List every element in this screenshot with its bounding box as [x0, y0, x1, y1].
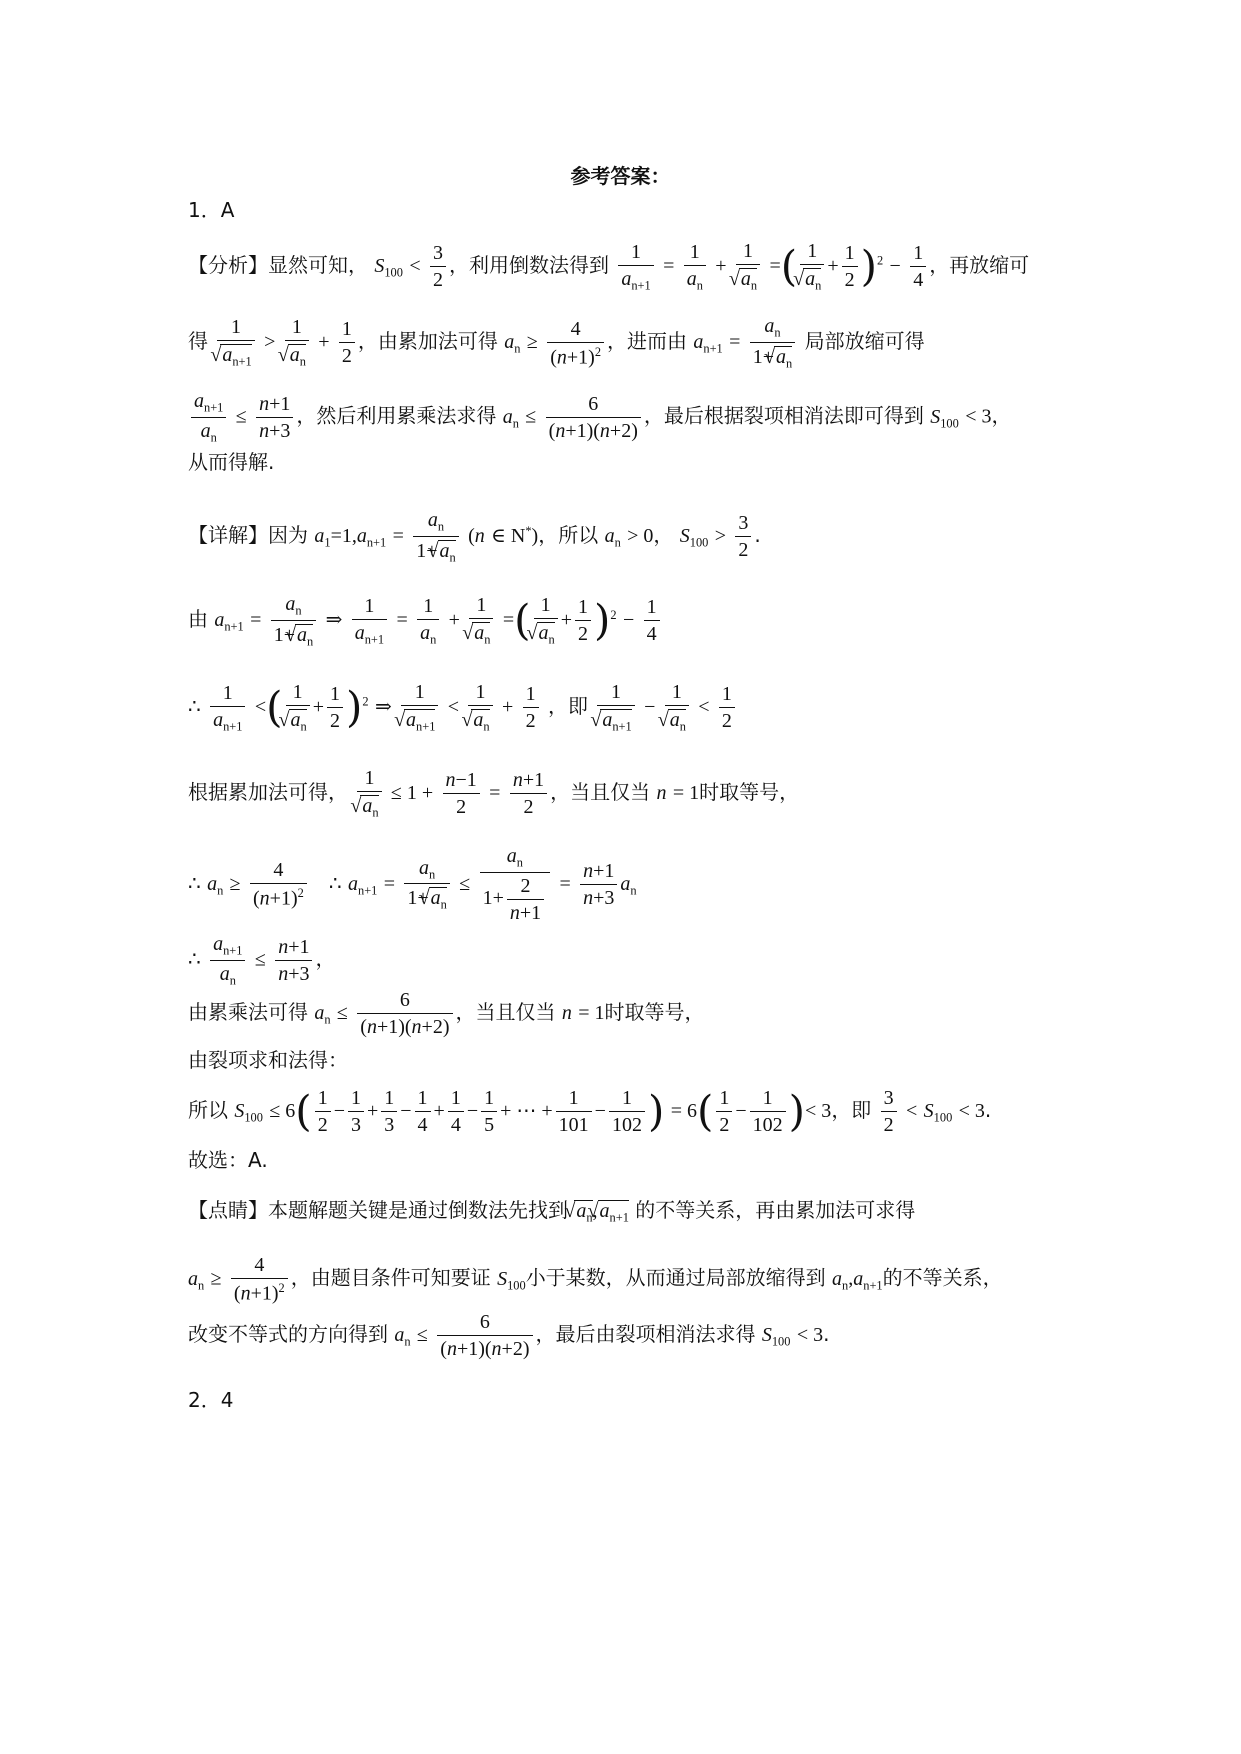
detail-line-7: 由累乘法可得 $a_n$ ≤ $\frac{6}{(n+1)(n+2)}$ ，当且仅当 n = 1时取等号，: [188, 989, 705, 1038]
analysis-line-2: 得 1 √ $a_{n+1}$ > 1 √ $a_n$ + $\frac{1}{2}$ ，由累加法可得 $a_n$ ≥ $\frac{4}{(n+1)^2}$ ，进而由 $a_{n+1}$ = $\frac{a_n}{1+√ a_n}$ 局部放缩可得: [188, 316, 1141, 369]
detail-line-3: ∴ $\frac{1}{a_{n+1}}$ <( 1 √ $a_n$ + $\frac{1}{2}$ )$^2$ ⇒ 1 √ $a_{n+1}$ < 1 √ $a_n$ + $\frac{1}{2}$ ，即 1 √ $a_{n+1}$ − 1 √ $a_n$ < $\frac{1}{2}$: [188, 682, 1141, 733]
detail-label: 【详解】: [188, 523, 268, 548]
page-title: 参考答案：: [570, 164, 671, 188]
remark-line-2: $a_n$ ≥ $\frac{4}{(n+1)^2}$ ，由题目条件可知要证 $S_{100}$小于某数，从而通过局部放缩得到 $a_n,a_{n+1}$的不等关系，: [188, 1254, 1003, 1305]
remark-line-3: 改变不等式的方向得到 $a_n$ ≤ $\frac{6}{(n+1)(n+2)}$ ，最后由裂项相消法求得 $S_{100} < 3$.: [188, 1311, 830, 1360]
detail-line-5: ∴ $a_n$ ≥ $\frac{4}{(n+1)^2}$ ∴ $a_{n+1}$ = $\frac{a_n}{1+√ a_n}$ ≤ $a_n$ 1+ $\frac{2}{n+1}$ = $\frac{n+1}{n+3}$ $a_n$: [188, 846, 1141, 923]
detail-line-9: 所以 $S_{100} \le 6$( $\frac{1}{2}$ − $\frac{1}{3}$ + $\frac{1}{3}$ − $\frac{1}{4}$ + $\frac{1}{4}$ − $\frac{1}{5}$ + ⋯ + $\frac{1}{101}$ − $\frac{1}{102}$ ) = 6( $\frac{1}{2}$ − $\frac{1}{102}$ )< 3，即 $\frac{3}{2}$ < $S_{100} < 3$.: [188, 1086, 992, 1136]
analysis-line-3: $\frac{a_{n+1}}{a_n}$ ≤ $\frac{n+1}{n+3}$ ，然后利用累乘法求得 $a_n$ ≤ $\frac{6}{(n+1)(n+2)}$ ，最后根据裂项相消法即可得到 $S_{100} < 3$，: [188, 391, 1141, 443]
remark-line-1: 【点睛】本题解题关键是通过倒数法先找到 √ $a_n,√$ $a_{n+1}$ 的不等关系，再由累加法可求得: [188, 1200, 1141, 1224]
analysis-line-4: 从而得解.: [188, 450, 275, 474]
detail-line-10: 故选：A.: [188, 1148, 268, 1172]
analysis-label: 【分析】: [188, 252, 268, 277]
remark-label: 【点睛】: [188, 1198, 268, 1222]
detail-line-4: 根据累加法可得， 1 √ $a_n$ ≤ 1 + $\frac{n-1}{2}$ = $\frac{n+1}{2}$ ，当且仅当 n = 1时取等号，: [188, 768, 1141, 819]
detail-line-8: 由裂项求和法得：: [188, 1048, 348, 1072]
analysis-line-1: 【分析】显然可知， $S_{100}$ < $\frac{3}{2}$ ，利用倒数法得到 $\frac{1}{a_{n+1}}$ = $\frac{1}{a_n}$ + 1 √ $a_n$ =( 1 √ $a_n$ + $\frac{1}{2}$ )$^2$ − $\frac{1}{4}$ ，再放缩可: [188, 241, 1141, 292]
answer-1: 1．A: [188, 198, 235, 222]
detail-line-2: 由 $a_{n+1}$ = $\frac{a_n}{1+√ a_n}$ ⇒ $\frac{1}{a_{n+1}}$ = $\frac{1}{a_n}$ + 1 √ $a_n$ =( 1 √ $a_n$ + $\frac{1}{2}$ )$^2$ − $\frac{1}{4}$: [188, 594, 1141, 647]
detail-line-6: ∴ $\frac{a_{n+1}}{a_n}$ ≤ $\frac{n+1}{n+3}$ ，: [188, 933, 336, 988]
detail-line-1: 【详解】因为 $a_1=1,a_{n+1}$ = $\frac{a_n}{1+√ a_n}$ (n ∈ N*)，所以 $a_n > 0$， $S_{100}$ > $\frac{3}{2}$ .: [188, 510, 1141, 563]
answer-2: 2．4: [188, 1388, 234, 1412]
